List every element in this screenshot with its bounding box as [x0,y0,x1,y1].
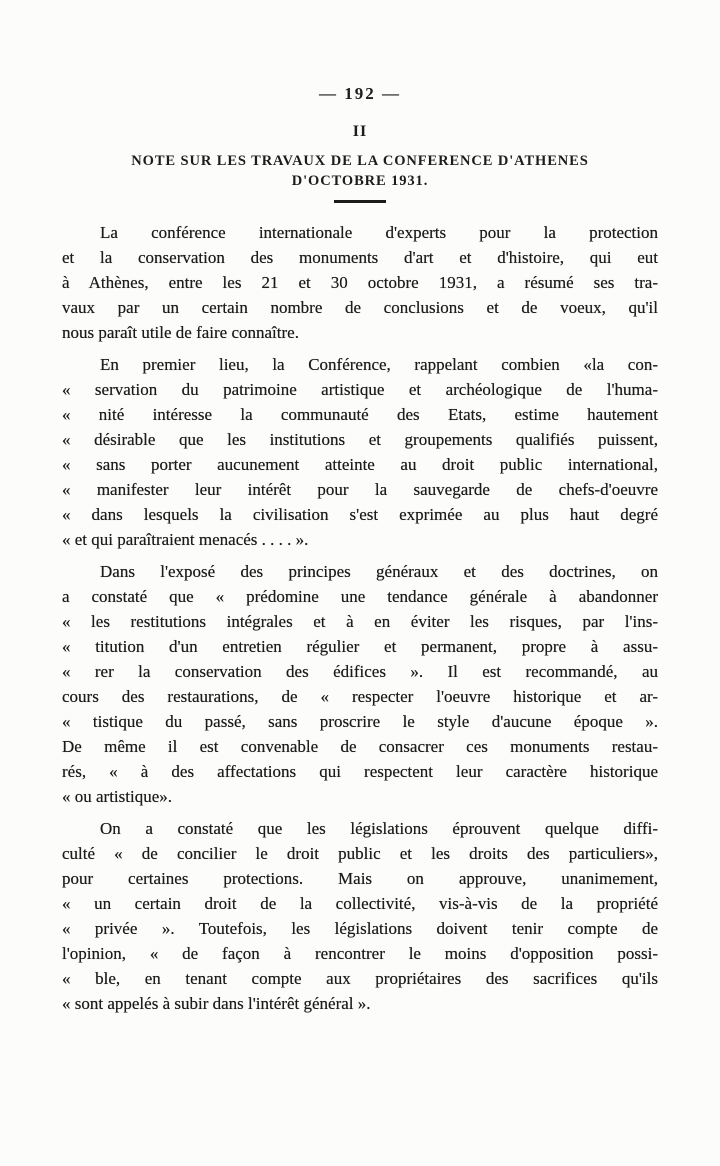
page-title [0,151,720,191]
text-line: De même il est convenable de consacrer ces monuments restau- [62,737,658,756]
text-line: a constaté que « prédomine une tendance générale à abandonner [62,587,658,606]
title-line-1: NOTE SUR LES TRAVAUX DE LA CONFERENCE D'ATHENES [131,153,589,169]
title-line-2: D'OCTOBRE 1931. [291,173,429,189]
text-line: « un certain droit de la collectivité, vis-à-vis de la propriété [62,894,658,913]
text-line: « sans porter aucunement atteinte au droit public international, [62,455,658,474]
page-body [62,220,658,1016]
text-line: culté « de concilier le droit public et les droits des particuliers», [62,844,658,863]
paragraph [62,220,658,345]
title-rule [334,200,386,203]
page-number: — 192 — [319,84,401,103]
text-line: pour certaines protections. Mais on approuve, unanimement, [62,869,658,888]
paragraph [62,559,658,809]
text-line: « désirable que les institutions et groupements qualifiés puissent, [62,430,658,449]
text-line: La conférence internationale d'experts pour la protection [100,223,658,242]
text-line: nous paraît utile de faire connaître. [62,323,299,342]
text-line: l'opinion, « de façon à rencontrer le moins d'opposition possi- [62,944,658,963]
text-line: à Athènes, entre les 21 et 30 octobre 1931, a résumé ses tra- [62,273,658,292]
text-line: « les restitutions intégrales et à en éviter les risques, par l'ins- [62,612,658,631]
paragraph [62,816,658,1016]
section-number: II [352,123,368,140]
text-line: et la conservation des monuments d'art et d'histoire, qui eut [62,248,658,267]
paragraph [62,352,658,552]
text-line: « tistique du passé, sans proscrire le style d'aucune époque ». [62,712,658,731]
text-line: « ble, en tenant compte aux propriétaires des sacrifices qu'ils [62,969,658,988]
text-line: « servation du patrimoine artistique et archéologique de l'huma- [62,380,658,399]
text-line: cours des restaurations, de « respecter l'oeuvre historique et ar- [62,687,658,706]
text-line: rés, « à des affectations qui respectent leur caractère historique [62,762,658,781]
text-line: Dans l'exposé des principes généraux et des doctrines, on [100,562,658,581]
text-line: « ou artistique». [62,787,173,806]
text-line: « manifester leur intérêt pour la sauvegarde de chefs-d'oeuvre [62,480,658,499]
text-line: « sont appelés à subir dans l'intérêt général ». [62,994,371,1013]
text-line: « privée ». Toutefois, les législations doivent tenir compte de [62,919,658,938]
text-line: « titution d'un entretien régulier et permanent, propre à assu- [62,637,658,656]
text-line: « et qui paraîtraient menacés . . . . ». [62,530,309,549]
document-page [0,84,720,1166]
text-line: On a constaté que les législations éprouvent quelque diffi- [100,819,658,838]
text-line: En premier lieu, la Conférence, rappelant combien «la con- [100,355,658,374]
text-line: « rer la conservation des édifices ». Il est recommandé, au [62,662,658,681]
text-line: vaux par un certain nombre de conclusions et de voeux, qu'il [62,298,658,317]
text-line: « nité intéresse la communauté des Etats, estime hautement [62,405,658,424]
text-line: « dans lesquels la civilisation s'est exprimée au plus haut degré [62,505,658,524]
